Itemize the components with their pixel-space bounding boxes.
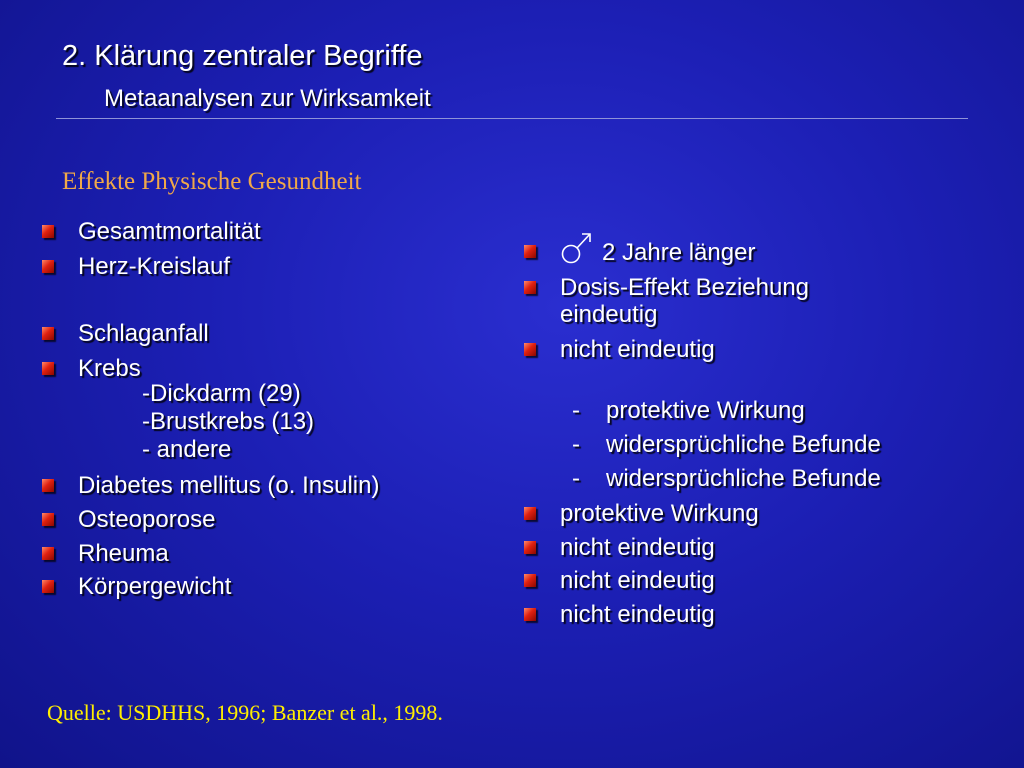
bullet-icon xyxy=(524,507,536,520)
bullet-icon xyxy=(524,343,536,356)
left-item-diabetes xyxy=(78,472,379,499)
bullet-icon xyxy=(42,580,54,593)
right-item-koerpergewicht xyxy=(560,601,715,628)
item-label: nicht eindeutig xyxy=(560,601,715,628)
item-label: Osteoporose xyxy=(78,506,216,533)
right-subitem-brustkrebs xyxy=(572,431,881,458)
bullet-icon xyxy=(42,362,54,375)
left-item-schlaganfall xyxy=(78,320,209,347)
bullet-icon xyxy=(42,260,54,273)
bullet-icon xyxy=(524,574,536,587)
bullet-icon xyxy=(42,225,54,238)
left-subitem-dickdarm: -Dickdarm (29) xyxy=(142,380,301,407)
right-subitem-dickdarm xyxy=(572,397,805,424)
left-item-osteoporose xyxy=(78,506,215,533)
item-label: Schlaganfall xyxy=(78,320,209,347)
right-item-dosis xyxy=(560,274,809,301)
item-label: nicht eindeutig xyxy=(560,534,715,561)
dash-marker: - xyxy=(572,397,580,424)
left-item-krebs xyxy=(78,355,141,382)
bullet-icon xyxy=(524,281,536,294)
left-item-koerpergewicht xyxy=(78,573,231,600)
right-item-diabetes xyxy=(560,500,759,527)
bullet-icon xyxy=(524,245,536,258)
item-label: protektive Wirkung xyxy=(560,500,759,527)
bullet-icon xyxy=(524,541,536,554)
section-title: Effekte Physische Gesundheit xyxy=(62,168,362,195)
item-label: widersprüchliche Befunde xyxy=(606,465,881,492)
bullet-icon xyxy=(42,327,54,340)
slide-subtitle: Metaanalysen zur Wirksamkeit xyxy=(104,85,431,112)
dash-marker: - xyxy=(572,431,580,458)
left-subitem-brustkrebs: -Brustkrebs (13) xyxy=(142,408,315,435)
right-item-osteoporose xyxy=(560,534,715,561)
item-label: 2 Jahre länger xyxy=(602,239,756,266)
right-item-lifespan xyxy=(560,238,755,266)
source-citation: Quelle: USDHHS, 1996; Banzer et al., 1998. xyxy=(47,700,443,725)
item-label: protektive Wirkung xyxy=(606,397,805,424)
item-label: nicht eindeutig xyxy=(560,567,715,594)
title-divider xyxy=(56,118,968,119)
right-subitem-andere xyxy=(572,465,881,492)
item-label: Krebs xyxy=(78,355,141,382)
left-subitem-andere: - andere xyxy=(142,436,232,463)
right-item-schlaganfall xyxy=(560,336,715,363)
bullet-icon xyxy=(42,513,54,526)
item-label: Diabetes mellitus (o. Insulin) xyxy=(78,472,380,499)
male-symbol-icon xyxy=(560,238,590,266)
left-item-gesamtmortalitaet xyxy=(78,218,261,245)
dash-marker: - xyxy=(572,465,580,492)
item-label: Herz-Kreislauf xyxy=(78,253,231,280)
item-label: widersprüchliche Befunde xyxy=(606,431,881,458)
item-label: Rheuma xyxy=(78,540,169,567)
left-item-herz-kreislauf xyxy=(78,253,230,280)
bullet-icon xyxy=(524,608,536,621)
bullet-icon xyxy=(42,479,54,492)
item-label: Dosis-Effekt Beziehung xyxy=(560,274,810,301)
item-label: nicht eindeutig xyxy=(560,336,715,363)
item-label: Gesamtmortalität xyxy=(78,218,261,245)
slide-title: 2. Klärung zentraler Begriffe xyxy=(62,40,423,72)
item-label: Körpergewicht xyxy=(78,573,232,600)
right-item-dosis-continued: eindeutig xyxy=(560,301,658,328)
left-item-rheuma xyxy=(78,540,169,567)
bullet-icon xyxy=(42,547,54,560)
right-item-rheuma xyxy=(560,567,715,594)
